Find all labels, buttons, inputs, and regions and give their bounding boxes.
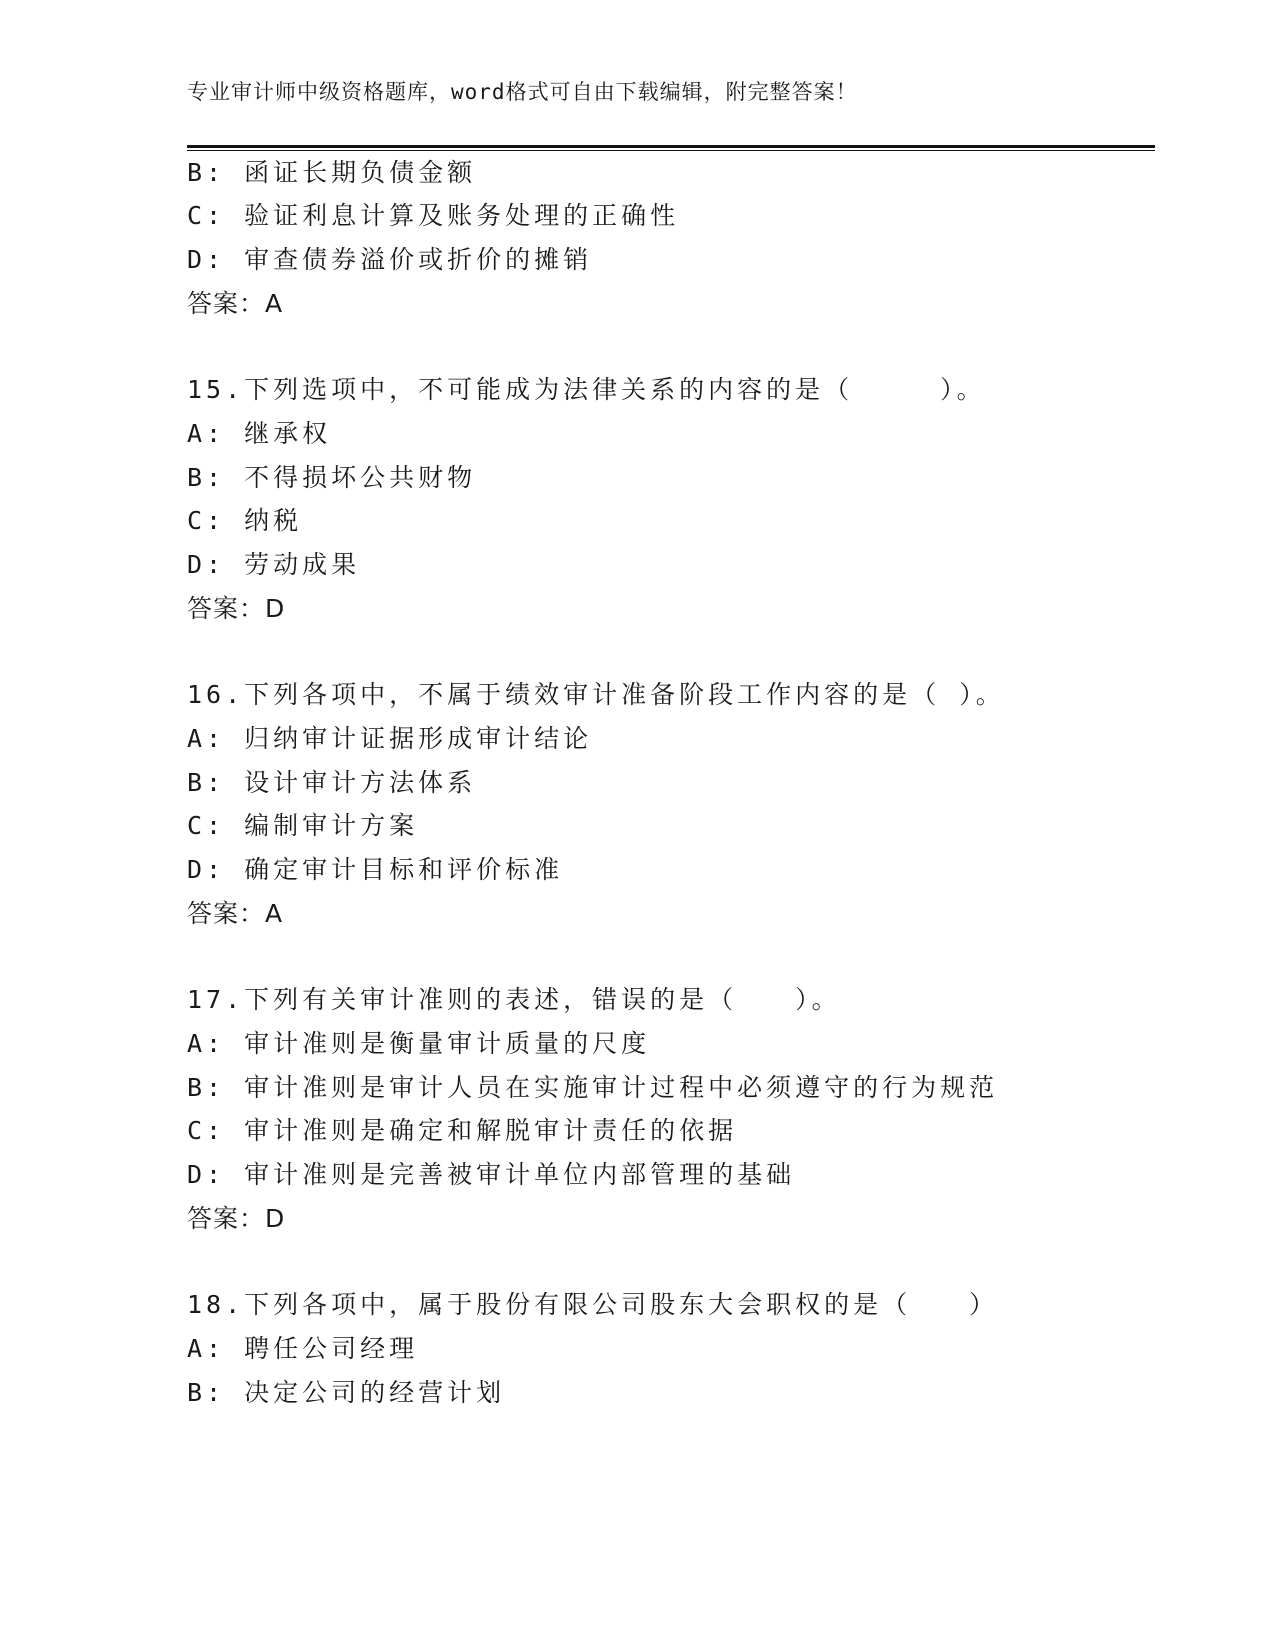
answer: 答案：A [187,899,284,928]
option-c: C: 审计准则是确定和解脱审计责任的依据 [187,1116,738,1145]
option-b: B: 决定公司的经营计划 [187,1378,506,1407]
option-d: D: 确定审计目标和评价标准 [187,855,564,884]
question-18: 18.下列各项中，属于股份有限公司股东大会职权的是（ ） [187,1290,999,1319]
option-b: B: 设计审计方法体系 [187,768,477,797]
page-header: 专业审计师中级资格题库，word格式可自由下载编辑，附完整答案！ [187,80,858,104]
option-a: A: 继承权 [187,419,332,448]
option-b: B: 不得损坏公共财物 [187,463,477,492]
question-15: 15.下列选项中，不可能成为法律关系的内容的是（ ）。 [187,375,986,404]
answer: 答案：A [187,289,284,318]
option-b: B: 函证长期负债金额 [187,158,477,187]
option-d: D: 审计准则是完善被审计单位内部管理的基础 [187,1160,796,1189]
option-a: A: 聘任公司经理 [187,1334,419,1363]
option-a: A: 归纳审计证据形成审计结论 [187,724,593,753]
option-c: C: 编制审计方案 [187,811,419,840]
option-d: D: 审查债券溢价或折价的摊销 [187,245,593,274]
question-16: 16.下列各项中，不属于绩效审计准备阶段工作内容的是（ ）。 [187,680,1005,709]
option-c: C: 验证利息计算及账务处理的正确性 [187,201,680,230]
header-rule-thick [187,145,1155,148]
question-17: 17.下列有关审计准则的表述，错误的是（ ）。 [187,985,841,1014]
answer: 答案：D [187,1204,286,1233]
option-a: A: 审计准则是衡量审计质量的尺度 [187,1029,651,1058]
option-d: D: 劳动成果 [187,550,361,579]
option-b: B: 审计准则是审计人员在实施审计过程中必须遵守的行为规范 [187,1073,999,1102]
answer: 答案：D [187,594,286,623]
header-rule-thin [187,150,1155,151]
option-c: C: 纳税 [187,506,303,535]
